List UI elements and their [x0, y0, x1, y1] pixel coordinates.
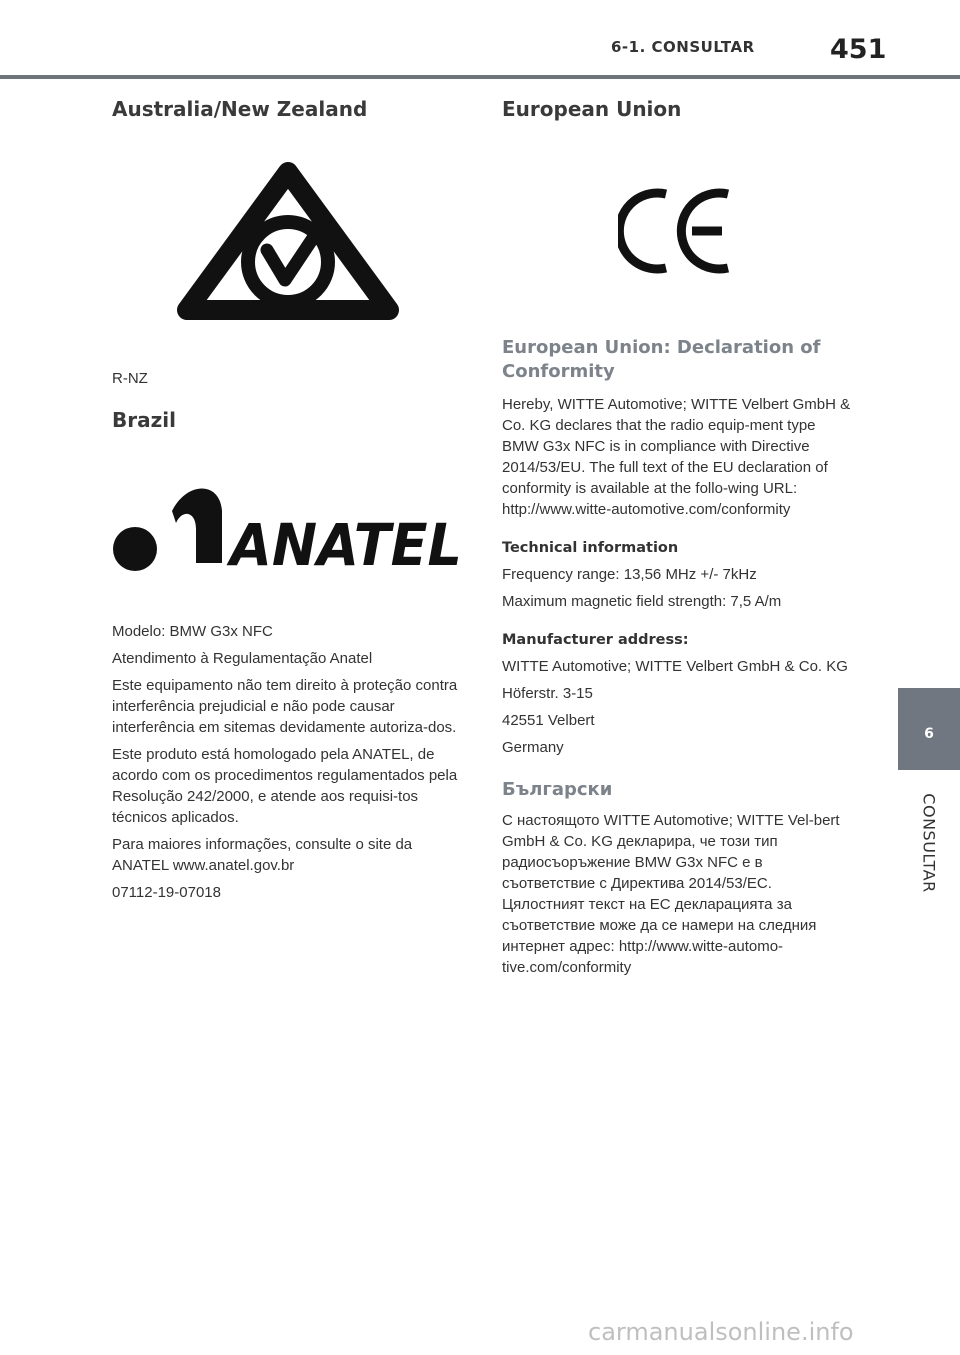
- anatel-logo-icon: [112, 481, 464, 581]
- brazil-paragraph: Para maiores informações, consulte o site da ANATEL www.anatel.gov.br: [112, 836, 413, 874]
- section-title: 6-1. CONSULTAR: [611, 38, 755, 56]
- anatel-code: 07112-19-07018: [112, 884, 221, 901]
- ce-mark: [502, 186, 854, 286]
- right-column: [502, 96, 854, 984]
- chapter-tab[interactable]: [898, 688, 960, 770]
- page-number: 451: [830, 34, 887, 65]
- anatel-logo: [112, 481, 464, 581]
- doc-text: Hereby, WITTE Automotive; WITTE Velbert GmbH & Co. KG declares that the radio equip-ment type BMW G3x NFC is in compliance with Directive 2014/53/EU. The full text of the EU declaration of conformity is available at the follo-wing URL: http://www.witte-automotive.com/conformity: [502, 396, 851, 518]
- anatel-wordmark: ANATEL: [226, 511, 462, 579]
- australia-heading: Australia/New Zealand: [112, 97, 368, 121]
- bulgarian-heading: Български: [502, 779, 613, 800]
- manufacturer-line: WITTE Automotive; WITTE Velbert GmbH & Co. KG: [502, 658, 848, 675]
- brazil-paragraph: Este produto está homologado pela ANATEL, de acordo com os procedimentos regulamentados pela Resolução 242/2000, e atende aos requisi-tos técnicos aplicados.: [112, 746, 458, 826]
- rcm-check-icon: [175, 162, 401, 332]
- brazil-body: [112, 621, 464, 903]
- brazil-paragraph: Modelo: BMW G3x NFC: [112, 623, 273, 640]
- brazil-paragraph: Atendimento à Regulamentação Anatel: [112, 650, 373, 667]
- chapter-label: CONSULTAR: [919, 793, 939, 893]
- bulgarian-text: С настоящото WITTE Automotive; WITTE Vel-bert GmbH & Co. KG декларира, че този тип радиосъоръжение BMW G3x NFC е в съответствие с Директива 2014/53/ЕС. Цялостният текст на ЕС декларацията за съответствие може да се намери на следния интернет адрес: http://www.witte-automo-tive.com/conformity: [502, 812, 840, 976]
- chapter-number: 6: [924, 726, 934, 742]
- left-column: [112, 96, 464, 909]
- manufacturer-line: Germany: [502, 739, 564, 756]
- tech-line: Maximum magnetic field strength: 7,5 A/m: [502, 593, 782, 610]
- manufacturer-line: 42551 Velbert: [502, 712, 595, 729]
- manufacturer-heading: Manufacturer address:: [502, 632, 689, 648]
- brazil-heading: Brazil: [112, 408, 176, 432]
- header-divider: [0, 75, 960, 79]
- eu-heading: European Union: [502, 97, 682, 121]
- tech-heading: Technical information: [502, 540, 679, 556]
- rcm-code: R-NZ: [112, 370, 148, 387]
- manufacturer-line: Höferstr. 3-15: [502, 685, 593, 702]
- ce-icon: [618, 186, 738, 276]
- doc-heading: European Union: Declaration of Conformity: [502, 337, 821, 382]
- rcm-mark: [112, 162, 464, 342]
- tech-line: Frequency range: 13,56 MHz +/- 7kHz: [502, 566, 757, 583]
- brazil-paragraph: Este equipamento não tem direito à proteção contra interferência prejudicial e não pode causar interferência em sitemas devidamente autoriza-dos.: [112, 677, 458, 736]
- watermark: carmanualsonline.info: [588, 1318, 854, 1346]
